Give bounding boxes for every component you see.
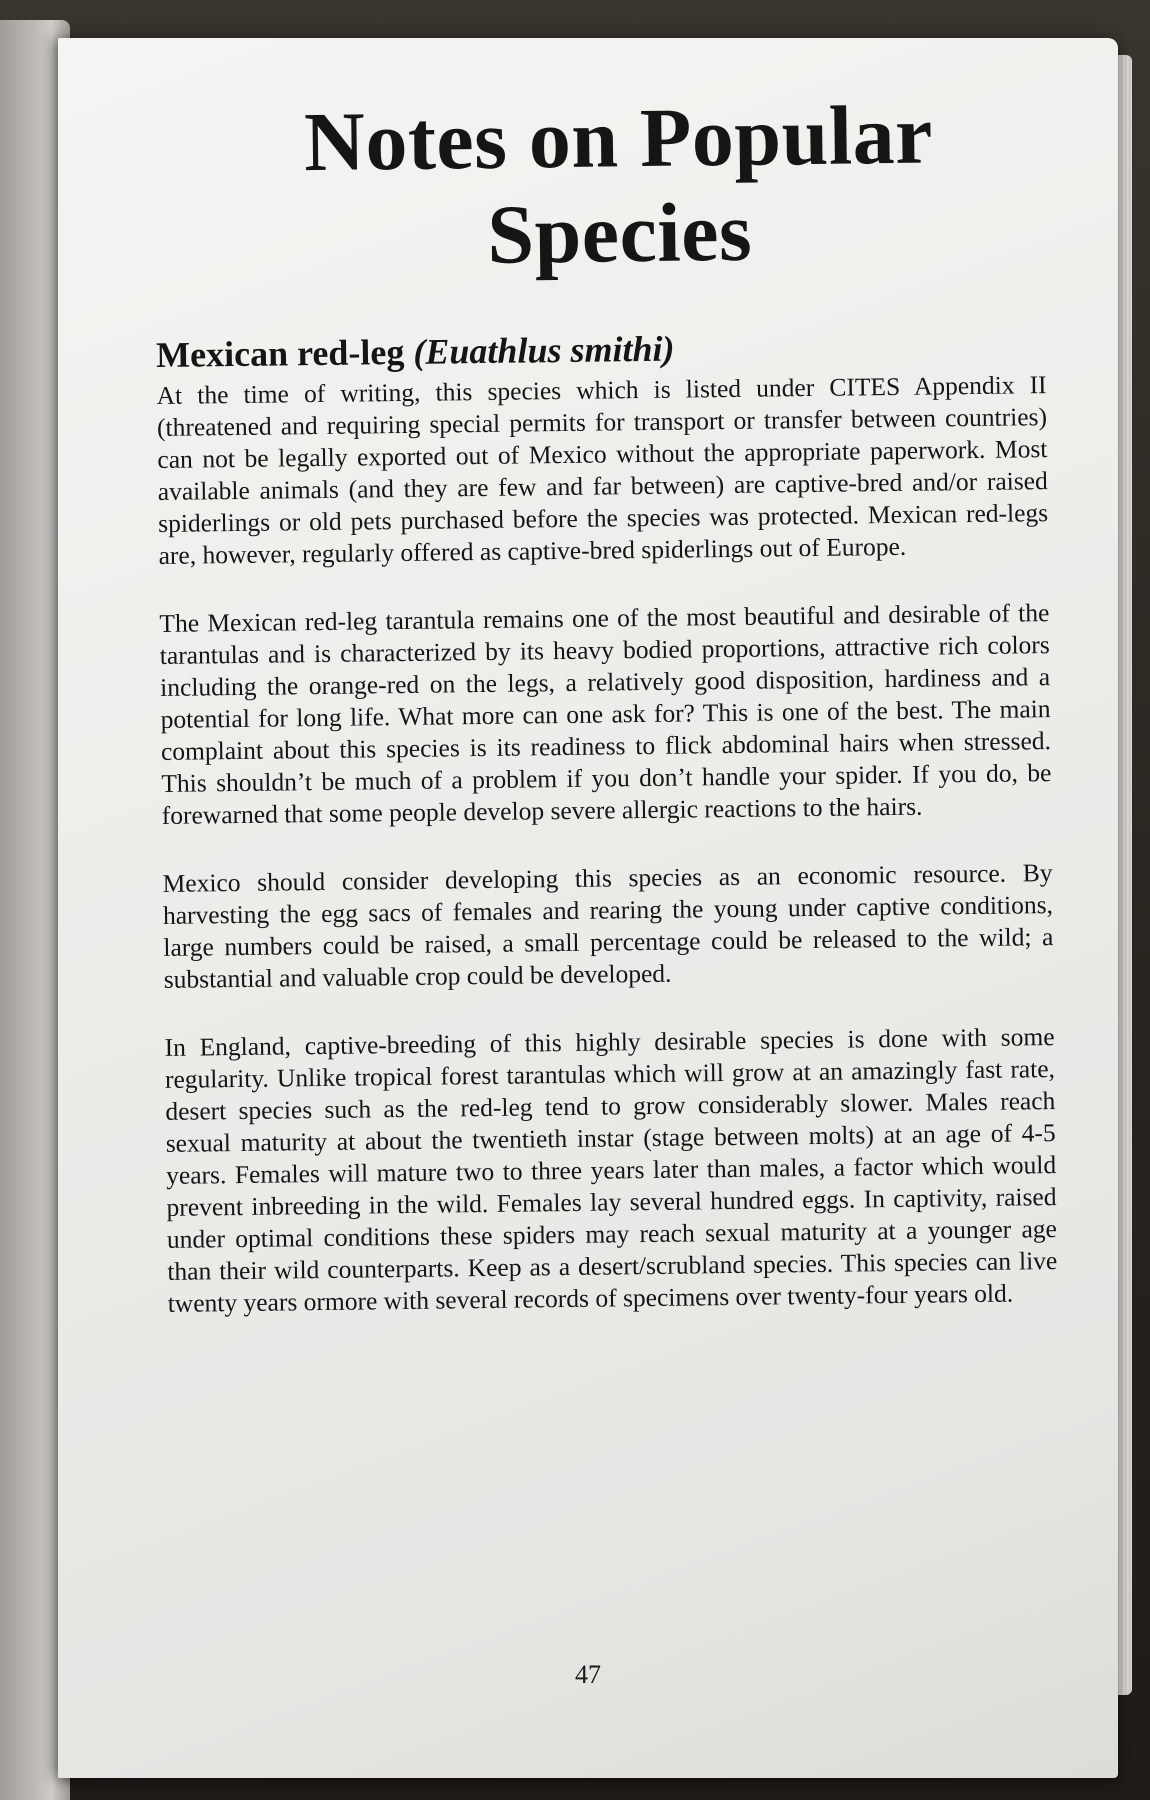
- species-latin-name: (Euathlus smithi): [413, 328, 675, 372]
- paragraph-description: The Mexican red-leg tarantula remains one of the most beautiful and desirable of the tarantulas and is characterized by its heavy bodied proportions, attractive rich colors including the orange-red on the legs, a relatively good disposition, hardiness and a potential for long life. What more can one ask for? This is one of the best. The main complaint about this species is its readiness to flick abdominal hairs when stressed. This shouldn’t be much of a problem if you don’t handle your spider. If you do, be forewarned that some people develop severe allergic reactions to the hairs.: [159, 597, 1052, 830]
- species-heading: [156, 323, 1046, 376]
- page-title-line-2: Species: [486, 185, 753, 282]
- page-title: [193, 87, 1045, 287]
- paragraph-captive-breeding: In England, captive-breeding of this highly desirable species is done with some regularity. Unlike tropical forest tarantulas which will grow at an amazingly fast rate, desert species such as the red-leg tend to grow considerably slower. Males reach sexual maturity at about the twentieth instar (stage between molts) at an age of 4-5 years. Females will mature two to three years later than males, a factor which would prevent inbreeding in the wild. Females lay several hundred eggs. In captivity, raised under optimal conditions these spiders may reach sexual maturity at a younger age than their wild counterparts. Keep as a desert/scrubland species. This species can live twenty years ormore with several records of specimens over twenty-four years old.: [164, 1021, 1058, 1318]
- paragraph-economic-resource: Mexico should consider developing this species as an economic resource. By harvesting the egg sacs of females and rearing the young under captive conditions, large numbers could be raised, a small percentage could be released to the wild; a substantial and valuable crop could be developed.: [162, 857, 1054, 994]
- paragraph-cites-status: At the time of writing, this species which is listed under CITES Appendix II (threatened and requiring special permits for transport or transfer between countries) can not be legally exported out of Mexico without the appropriate paperwork. Most available animals (and they are few and far between) are captive-bred and/or raised spiderlings or old pets purchased before the species was protected. Mexican red-legs are, however, regularly offered as captive-bred spiderlings out of Europe.: [156, 369, 1049, 570]
- page-number: 47: [575, 1660, 601, 1689]
- page-content: [153, 87, 1058, 1356]
- page-title-line-1: Notes on Popular: [303, 88, 934, 190]
- species-common-name: Mexican red-leg: [155, 331, 405, 375]
- book-page: [58, 38, 1118, 1778]
